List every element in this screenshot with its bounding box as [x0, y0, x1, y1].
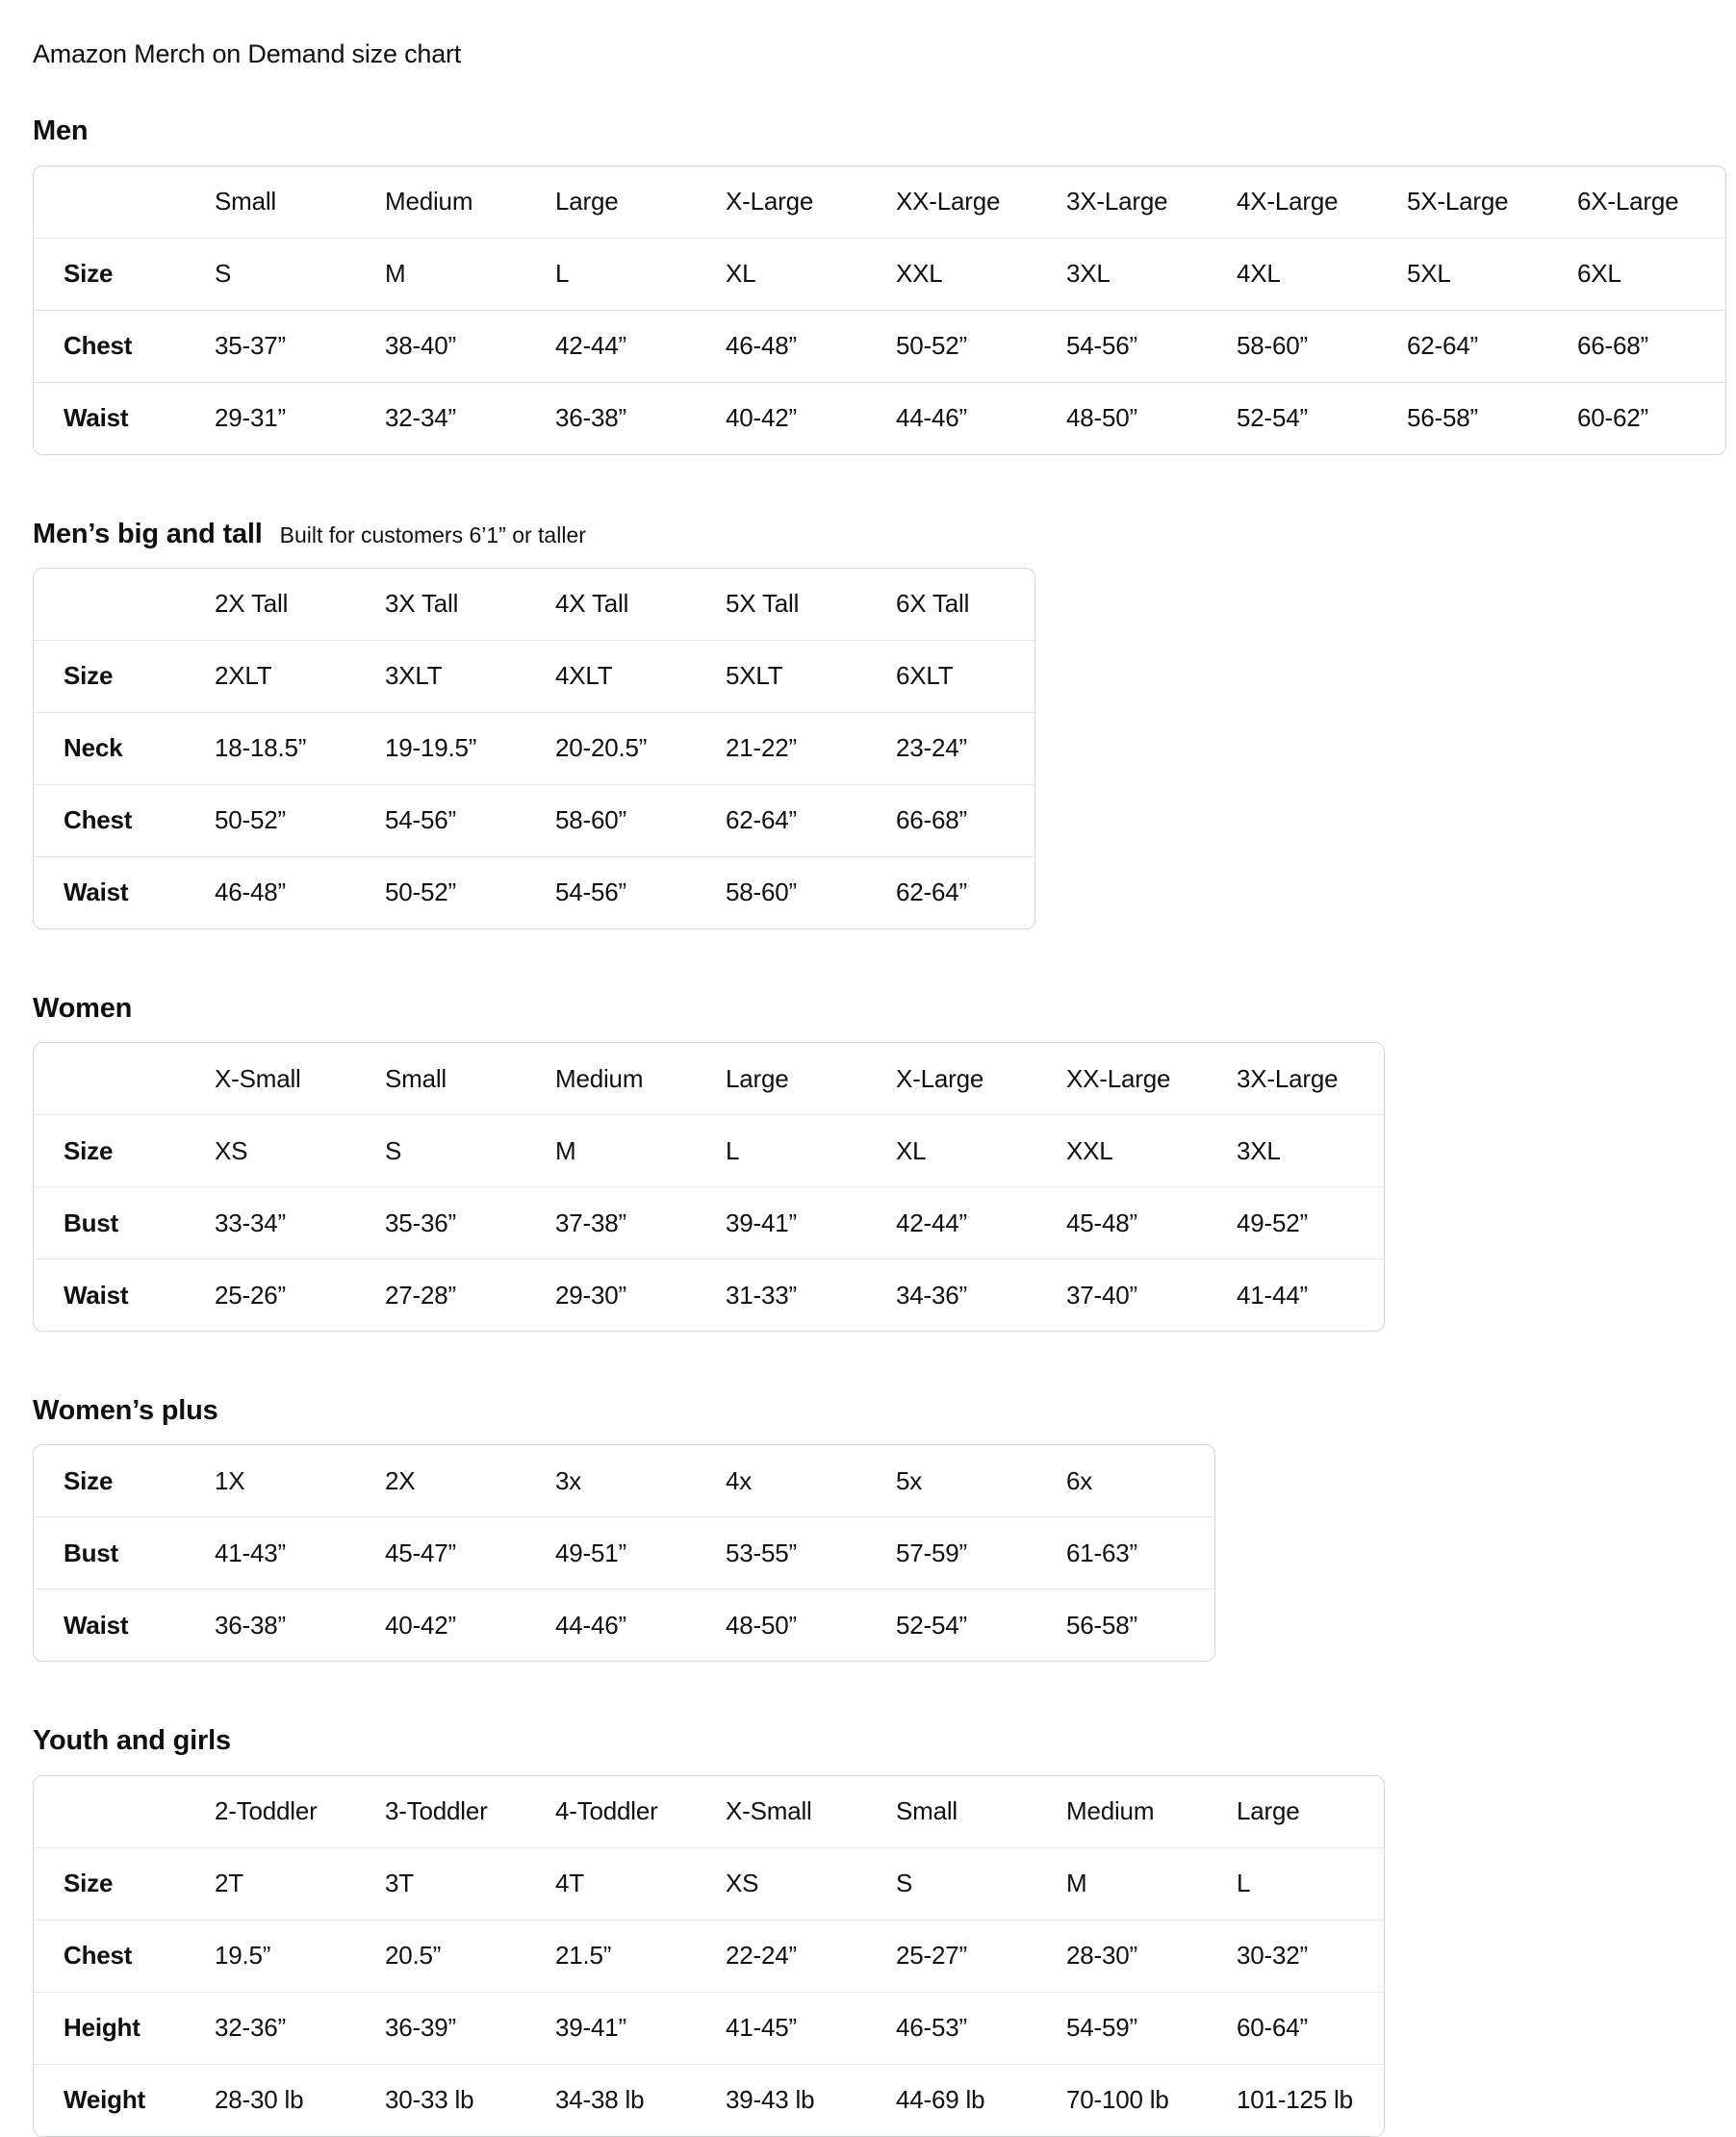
- table-row: [34, 1516, 1214, 1589]
- table-cell: 44-46”: [896, 382, 1066, 454]
- table-cell: 45-48”: [1066, 1186, 1237, 1259]
- table-cell: 34-38 lb: [555, 2064, 726, 2136]
- corner-cell: [34, 1043, 215, 1114]
- table-cell: 39-43 lb: [726, 2064, 896, 2136]
- table-cell: 56-58”: [1407, 382, 1577, 454]
- table-row: [34, 1992, 1384, 2064]
- section-heading-womens-plus: [33, 1393, 1726, 1428]
- row-label: Waist: [34, 1259, 215, 1331]
- table-cell: 36-38”: [215, 1589, 385, 1661]
- table-cell: 61-63”: [1066, 1516, 1214, 1589]
- table-cell: 31-33”: [726, 1259, 896, 1331]
- table-row: [34, 1589, 1214, 1661]
- table-row: [34, 1114, 1384, 1186]
- table-cell: 21.5”: [555, 1920, 726, 1992]
- column-header: 4-Toddler: [555, 1796, 658, 1826]
- table-cell: 6XL: [1577, 238, 1725, 310]
- table-cell: 45-47”: [385, 1516, 555, 1589]
- column-header-row: [34, 166, 1725, 238]
- column-header: 3X-Large: [1237, 1063, 1339, 1093]
- column-header: Small: [215, 187, 277, 216]
- section-heading-women: [33, 991, 1726, 1026]
- section-title: Women: [33, 992, 133, 1024]
- table-cell: 44-69 lb: [896, 2064, 1066, 2136]
- size-chart-sections: [33, 114, 1726, 2136]
- table-row: [34, 1259, 1384, 1331]
- table-cell: 2X: [385, 1465, 416, 1495]
- table-cell: 46-48”: [215, 856, 385, 929]
- row-label: Weight: [34, 2064, 215, 2136]
- column-header-row: [34, 1043, 1384, 1114]
- column-header: 4X Tall: [555, 589, 629, 619]
- column-header: X-Large: [896, 1063, 984, 1093]
- table-cell: XS: [215, 1114, 385, 1186]
- table-cell: XXL: [896, 238, 1066, 310]
- table-cell: 39-41”: [555, 1992, 726, 2064]
- table-cell: 4XL: [1237, 238, 1407, 310]
- section-women: [33, 991, 1726, 1332]
- table-row: [34, 310, 1725, 382]
- table-row: [34, 1186, 1384, 1259]
- table-cell: 50-52”: [385, 856, 555, 929]
- column-header-row: [34, 1776, 1384, 1847]
- table-cell: 56-58”: [1066, 1589, 1214, 1661]
- table-cell: 66-68”: [896, 784, 1034, 856]
- section-title: Men’s big and tall: [33, 518, 263, 549]
- section-womens-plus: [33, 1393, 1726, 1662]
- table-cell: 54-56”: [1066, 310, 1237, 382]
- table-cell: 41-44”: [1237, 1259, 1384, 1331]
- table-cell: 66-68”: [1577, 310, 1725, 382]
- table-cell: 3XLT: [385, 640, 555, 712]
- row-label: Neck: [34, 712, 215, 784]
- corner-cell: [34, 166, 215, 238]
- table-cell: 53-55”: [726, 1516, 896, 1589]
- table-cell: 40-42”: [385, 1589, 555, 1661]
- table-cell: 5XL: [1407, 238, 1577, 310]
- row-label: Bust: [34, 1186, 215, 1259]
- table-cell: 60-64”: [1237, 1992, 1384, 2064]
- table-cell: XXL: [1066, 1114, 1237, 1186]
- table-cell: 20-20.5”: [555, 712, 726, 784]
- row-label: Waist: [34, 382, 215, 454]
- table-cell: 33-34”: [215, 1186, 385, 1259]
- table-cell: 28-30 lb: [215, 2064, 385, 2136]
- column-header: 3-Toddler: [385, 1796, 488, 1826]
- table-cell: 36-38”: [555, 382, 726, 454]
- table-cell: 32-34”: [385, 382, 555, 454]
- column-header: Medium: [385, 187, 473, 216]
- table-cell: S: [215, 238, 385, 310]
- table-cell: XL: [896, 1114, 1066, 1186]
- table-row: [34, 784, 1034, 856]
- column-header: 4X-Large: [1237, 187, 1339, 216]
- table-row: [34, 1847, 1384, 1920]
- table-cell: 36-39”: [385, 1992, 555, 2064]
- table-cell: 20.5”: [385, 1920, 555, 1992]
- section-men: [33, 114, 1726, 454]
- table-cell: 4x: [726, 1465, 753, 1495]
- section-title: Men: [33, 115, 89, 147]
- section-title: Women’s plus: [33, 1395, 218, 1427]
- column-header: 5X-Large: [1407, 187, 1509, 216]
- table-cell: S: [385, 1114, 555, 1186]
- table-row: [34, 382, 1725, 454]
- table-cell: 62-64”: [1407, 310, 1577, 382]
- table-cell: 40-42”: [726, 382, 896, 454]
- table-row: [34, 856, 1034, 929]
- section-subtitle: Built for customers 6’1” or taller: [279, 522, 586, 547]
- table-cell: 34-36”: [896, 1259, 1066, 1331]
- table-cell: 37-40”: [1066, 1259, 1237, 1331]
- table-cell: 57-59”: [896, 1516, 1066, 1589]
- table-cell: 37-38”: [555, 1186, 726, 1259]
- table-cell: 30-32”: [1237, 1920, 1384, 1992]
- table-cell: 48-50”: [1066, 382, 1237, 454]
- size-table-womens-plus: [33, 1444, 1215, 1662]
- table-cell: 54-59”: [1066, 1992, 1237, 2064]
- table-cell: 19.5”: [215, 1920, 385, 1992]
- row-label: Size: [34, 640, 215, 712]
- table-cell: 5x: [896, 1465, 923, 1495]
- table-cell: 38-40”: [385, 310, 555, 382]
- section-heading-men: [33, 114, 1726, 148]
- section-mens-big-and-tall: [33, 517, 1726, 929]
- corner-cell: [34, 1776, 215, 1847]
- table-cell: 19-19.5”: [385, 712, 555, 784]
- table-row: [34, 640, 1034, 712]
- row-label: Waist: [34, 856, 215, 929]
- table-cell: 25-26”: [215, 1259, 385, 1331]
- table-cell: 3T: [385, 1847, 555, 1920]
- table-cell: 28-30”: [1066, 1920, 1237, 1992]
- size-table-women: [33, 1042, 1385, 1332]
- row-label: Size: [34, 238, 215, 310]
- table-cell: 39-41”: [726, 1186, 896, 1259]
- row-label: Size: [34, 1114, 215, 1186]
- table-cell: 25-27”: [896, 1920, 1066, 1992]
- table-cell: 3XL: [1066, 238, 1237, 310]
- table-cell: 5XLT: [726, 640, 896, 712]
- column-header: X-Small: [726, 1796, 812, 1826]
- column-header: 5X Tall: [726, 589, 800, 619]
- table-cell: 6XLT: [896, 640, 1034, 712]
- table-cell: L: [555, 238, 726, 310]
- table-cell: 41-43”: [215, 1516, 385, 1589]
- size-table-men: [33, 165, 1726, 455]
- section-heading-youth-and-girls: [33, 1723, 1726, 1758]
- column-header: 2-Toddler: [215, 1796, 318, 1826]
- row-label: Waist: [34, 1589, 215, 1661]
- page-title: Amazon Merch on Demand size chart: [33, 39, 462, 68]
- column-header: 6X-Large: [1577, 187, 1679, 216]
- table-cell: M: [385, 238, 555, 310]
- table-row: [34, 712, 1034, 784]
- table-cell: 60-62”: [1577, 382, 1725, 454]
- size-table-youth-and-girls: [33, 1775, 1385, 2137]
- row-label: Bust: [34, 1516, 215, 1589]
- row-label: Chest: [34, 310, 215, 382]
- column-header: 3X-Large: [1066, 187, 1168, 216]
- table-cell: 6x: [1066, 1465, 1093, 1495]
- table-cell: 58-60”: [555, 784, 726, 856]
- table-cell: 35-36”: [385, 1186, 555, 1259]
- table-cell: 44-46”: [555, 1589, 726, 1661]
- column-header: X-Small: [215, 1063, 301, 1093]
- column-header: X-Large: [726, 187, 814, 216]
- size-table-mens-big-and-tall: [33, 568, 1035, 929]
- table-row: [34, 238, 1725, 310]
- table-cell: 50-52”: [215, 784, 385, 856]
- table-cell: 62-64”: [726, 784, 896, 856]
- table-row: [34, 1445, 1214, 1516]
- table-cell: 21-22”: [726, 712, 896, 784]
- column-header: Large: [1237, 1796, 1300, 1826]
- table-cell: 42-44”: [896, 1186, 1066, 1259]
- table-cell: 46-48”: [726, 310, 896, 382]
- section-youth-and-girls: [33, 1723, 1726, 2136]
- table-cell: 101-125 lb: [1237, 2064, 1384, 2136]
- table-cell: 3x: [555, 1465, 582, 1495]
- column-header: 6X Tall: [896, 589, 970, 619]
- table-cell: 48-50”: [726, 1589, 896, 1661]
- column-header: Small: [385, 1063, 447, 1093]
- row-label: Chest: [34, 1920, 215, 1992]
- table-cell: 62-64”: [896, 856, 1034, 929]
- table-cell: 49-52”: [1237, 1186, 1384, 1259]
- table-cell: 27-28”: [385, 1259, 555, 1331]
- column-header: 3X Tall: [385, 589, 459, 619]
- column-header: Medium: [555, 1063, 644, 1093]
- column-header-row: [34, 569, 1034, 640]
- table-cell: M: [1066, 1847, 1237, 1920]
- row-label: Size: [34, 1847, 215, 1920]
- row-label: Size: [64, 1465, 114, 1495]
- table-cell: 54-56”: [385, 784, 555, 856]
- table-cell: 58-60”: [1237, 310, 1407, 382]
- section-title: Youth and girls: [33, 1725, 231, 1757]
- table-cell: XL: [726, 238, 896, 310]
- column-header: XX-Large: [1066, 1063, 1171, 1093]
- corner-cell: [34, 569, 215, 640]
- table-cell: 29-30”: [555, 1259, 726, 1331]
- column-header: Medium: [1066, 1796, 1155, 1826]
- table-row: [34, 1920, 1384, 1992]
- table-cell: 3XL: [1237, 1114, 1384, 1186]
- column-header: 2X Tall: [215, 589, 289, 619]
- table-cell: 54-56”: [555, 856, 726, 929]
- table-cell: 18-18.5”: [215, 712, 385, 784]
- column-header: Large: [555, 187, 619, 216]
- table-cell: S: [896, 1847, 1066, 1920]
- row-label: Chest: [34, 784, 215, 856]
- table-cell: 52-54”: [896, 1589, 1066, 1661]
- table-cell: 1X: [215, 1465, 245, 1495]
- table-cell: 41-45”: [726, 1992, 896, 2064]
- table-cell: L: [1237, 1847, 1384, 1920]
- table-cell: M: [555, 1114, 726, 1186]
- table-cell: 50-52”: [896, 310, 1066, 382]
- section-heading-mens-big-and-tall: [33, 517, 1726, 551]
- row-label: Height: [34, 1992, 215, 2064]
- table-cell: 32-36”: [215, 1992, 385, 2064]
- table-cell: 29-31”: [215, 382, 385, 454]
- table-cell: 23-24”: [896, 712, 1034, 784]
- table-cell: 58-60”: [726, 856, 896, 929]
- column-header: Large: [726, 1063, 789, 1093]
- column-header: Small: [896, 1796, 958, 1826]
- table-cell: 2T: [215, 1847, 385, 1920]
- table-cell: 52-54”: [1237, 382, 1407, 454]
- table-cell: 22-24”: [726, 1920, 896, 1992]
- table-cell: 2XLT: [215, 640, 385, 712]
- table-cell: 70-100 lb: [1066, 2064, 1237, 2136]
- table-cell: 35-37”: [215, 310, 385, 382]
- table-cell: 49-51”: [555, 1516, 726, 1589]
- table-cell: L: [726, 1114, 896, 1186]
- table-cell: 46-53”: [896, 1992, 1066, 2064]
- table-cell: 4XLT: [555, 640, 726, 712]
- column-header: XX-Large: [896, 187, 1001, 216]
- table-cell: 30-33 lb: [385, 2064, 555, 2136]
- table-cell: 4T: [555, 1847, 726, 1920]
- table-cell: 42-44”: [555, 310, 726, 382]
- table-row: [34, 2064, 1384, 2136]
- table-cell: XS: [726, 1847, 896, 1920]
